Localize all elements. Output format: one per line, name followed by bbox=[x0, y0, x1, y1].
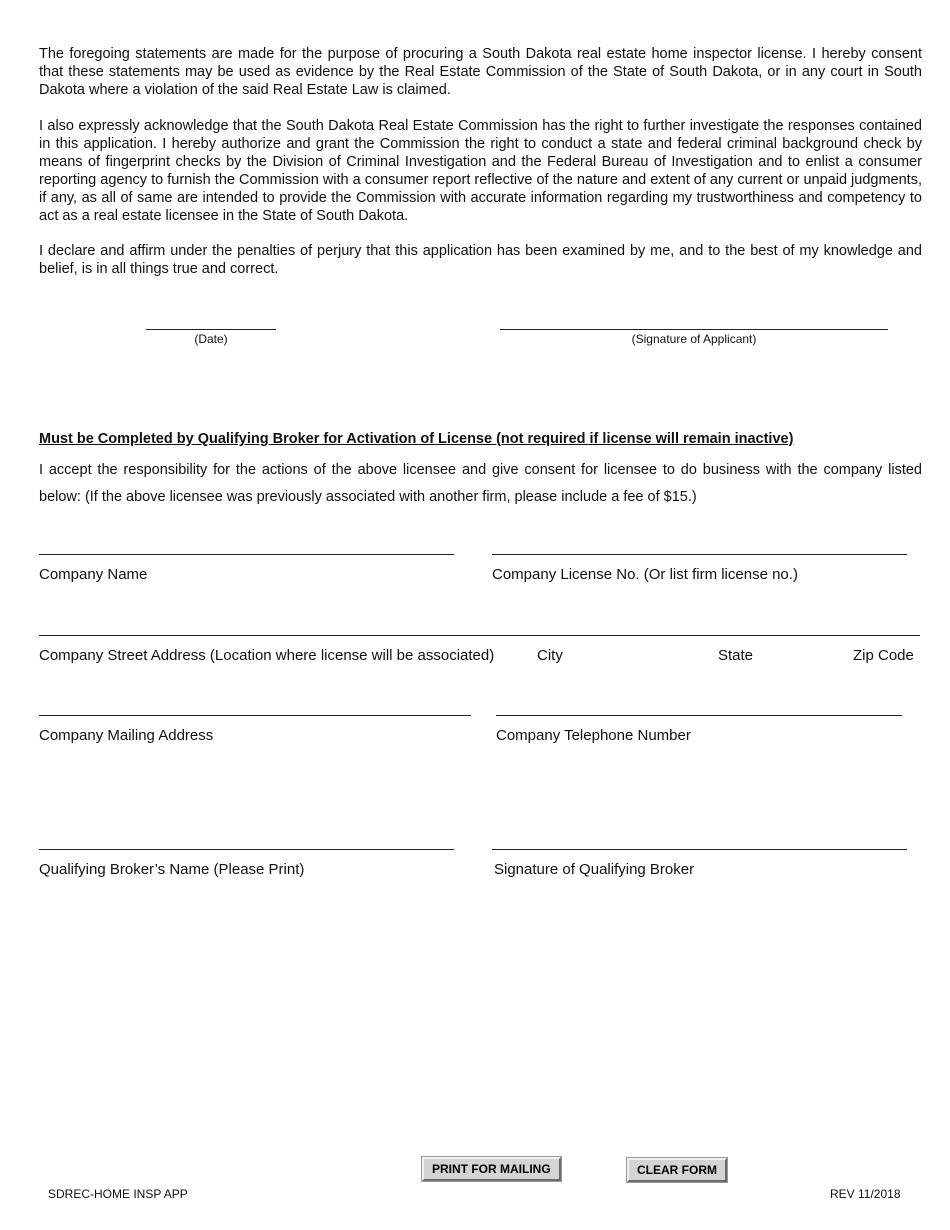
street-address-label: Company Street Address (Location where license will be associated) bbox=[39, 647, 495, 664]
broker-name-line[interactable] bbox=[39, 849, 454, 850]
declaration-paragraph-1: The foregoing statements are made for the purpose of procuring a South Dakota real estate home inspector license. I hereby consent that these statements may be used as evidence by the Real Estate Commission of the State of South Dakota, or in any court in South Dakota where a violation of the said Real Estate Law is claimed. bbox=[39, 46, 922, 98]
date-label: (Date) bbox=[194, 332, 228, 346]
broker-section-heading: Must be Completed by Qualifying Broker for Activation of License (not required if license will remain inactive) bbox=[39, 431, 794, 447]
broker-section-intro: I accept the responsibility for the actions of the above licensee and give consent for licensee to do business with the company listed below: (If the above licensee was previously associated with another firm, please include a fee of $15.) bbox=[39, 462, 922, 505]
company-name-label: Company Name bbox=[39, 566, 148, 583]
broker-name-label: Qualifying Broker’s Name (Please Print) bbox=[39, 861, 305, 878]
declaration-paragraph-2: I also expressly acknowledge that the South Dakota Real Estate Commission has the right to further investigate the responses contained in this application. I hereby authorize and grant the Commission the right to conduct a state and federal criminal background check by means of fingerprint checks by the Division of Criminal Investigation and the Federal Bureau of Investigation and to enlist a consumer reporting agency to furnish the Commission with a consumer report reflective of the nature and extent of any current or unpaid judgments, if any, as all of same are intended to provide the Commission with accurate information regarding my trustworthiness and competency to act as a real estate licensee in the State of South Dakota. bbox=[39, 118, 922, 224]
date-line[interactable] bbox=[146, 329, 276, 330]
mailing-address-line[interactable] bbox=[39, 715, 471, 716]
declaration-paragraph-3: I declare and affirm under the penalties of perjury that this application has been examined by me, and to the best of my knowledge and belief, is in all things true and correct. bbox=[39, 243, 922, 277]
applicant-signature-line[interactable] bbox=[500, 329, 888, 330]
applicant-signature-label: (Signature of Applicant) bbox=[631, 332, 757, 346]
broker-signature-label: Signature of Qualifying Broker bbox=[494, 861, 695, 878]
clear-form-button[interactable]: CLEAR FORM bbox=[627, 1158, 727, 1182]
state-label: State bbox=[718, 647, 754, 664]
company-license-line[interactable] bbox=[492, 554, 907, 555]
city-label: City bbox=[537, 647, 563, 664]
telephone-label: Company Telephone Number bbox=[496, 727, 691, 744]
zip-code-label: Zip Code bbox=[853, 647, 914, 664]
street-address-line[interactable] bbox=[39, 635, 920, 636]
company-name-line[interactable] bbox=[39, 554, 454, 555]
print-for-mailing-button[interactable]: PRINT FOR MAILING bbox=[422, 1157, 561, 1181]
telephone-line[interactable] bbox=[496, 715, 902, 716]
revision-label: REV 11/2018 bbox=[830, 1187, 901, 1201]
company-license-label: Company License No. (Or list firm license no.) bbox=[492, 566, 798, 583]
form-id: SDREC-HOME INSP APP bbox=[48, 1187, 188, 1201]
broker-signature-line[interactable] bbox=[492, 849, 907, 850]
mailing-address-label: Company Mailing Address bbox=[39, 727, 214, 744]
